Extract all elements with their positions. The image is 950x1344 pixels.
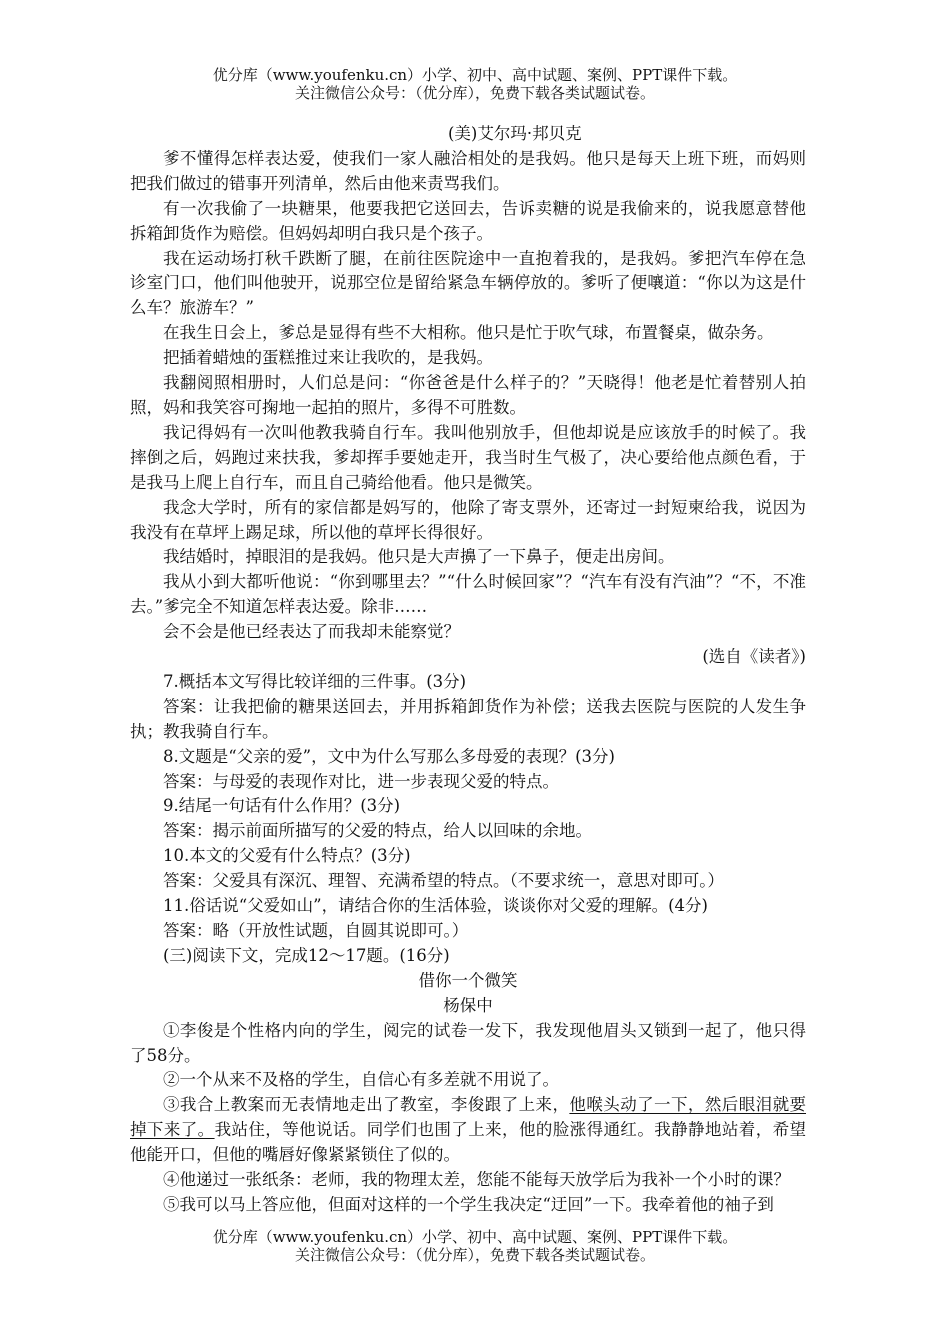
passage1-source: (选自《读者》) bbox=[702, 647, 806, 667]
passage1-paragraph: 我从小到大都听他说：“你到哪里去？”“什么时候回家”？“汽车有没有汽油”？“不，不准去。”爹完全不知道怎样表达爱。除非…… bbox=[130, 572, 806, 617]
passage1-paragraph: 爹不懂得怎样表达爱，使我们一家人融洽相处的是我妈。他只是每天上班下班，而妈则把我们做过的错事开列清单，然后由他来责骂我们。 bbox=[130, 148, 806, 193]
document-body bbox=[130, 122, 806, 1218]
passage2-paragraph-2: ②一个从来不及格的学生，自信心有多差就不用说了。 bbox=[163, 1070, 559, 1090]
passage1-paragraph: 把插着蜡烛的蛋糕推过来让我吹的，是我妈。 bbox=[163, 348, 493, 368]
passage1-paragraph: 我记得妈有一次叫他教我骑自行车。我叫他别放手，但他却说是应该放手的时候了。我摔倒之后，妈跑过来扶我，爹却挥手要她走开，我当时生气极了，决心要给他点颜色看，于是我马上爬上自行车，而且自己骑给他看。他只是微笑。 bbox=[130, 422, 806, 492]
section-3-heading: (三)阅读下文，完成12～17题。(16分) bbox=[163, 945, 450, 965]
passage2-paragraph-5: ⑤我可以马上答应他，但面对这样的一个学生我决定“迂回”一下。我牵着他的袖子到 bbox=[163, 1194, 774, 1214]
answer-9: 答案：揭示前面所描写的父爱的特点，给人以回味的余地。 bbox=[163, 821, 592, 841]
header-line-2: 关注微信公众号：（优分库），免费下载各类试题试卷。 bbox=[294, 84, 655, 102]
page-footer bbox=[0, 1228, 950, 1264]
passage1-paragraph: 我念大学时，所有的家信都是妈写的，他除了寄支票外，还寄过一封短柬给我，说因为我没有在草坪上踢足球，所以他的草坪长得很好。 bbox=[130, 497, 806, 542]
header-line-1: 优分库（www.youfenku.cn）小学、初中、高中试题、案例、PPT课件下载。 bbox=[212, 66, 738, 84]
answer-7: 答案：让我把偷的糖果送回去，并用拆箱卸货作为补偿；送我去医院与医院的人发生争执；教我骑自行车。 bbox=[130, 696, 806, 741]
footer-line-2: 关注微信公众号：（优分库），免费下载各类试题试卷。 bbox=[294, 1246, 655, 1264]
passage2-author: 杨保中 bbox=[443, 995, 493, 1015]
p3-underlined-sentence: 他喉头动了一下，然后眼泪就要掉下来了。 bbox=[130, 1095, 807, 1140]
p3-text-before: ③我合上教案而无表情地走出了教室，李俊跟了上来， bbox=[163, 1095, 570, 1115]
question-7: 7.概括本文写得比较详细的三件事。(3分) bbox=[163, 671, 467, 691]
answer-11: 答案：略（开放性试题，自圆其说即可。） bbox=[163, 921, 469, 940]
passage1-paragraph: 我翻阅照相册时，人们总是问：“你爸爸是什么样子的？”天晓得！他老是忙着替别人拍照，妈和我笑容可掬地一起拍的照片，多得不可胜数。 bbox=[130, 373, 806, 417]
answer-8: 答案：与母爱的表现作对比，进一步表现父爱的特点。 bbox=[163, 771, 559, 791]
page-header bbox=[0, 66, 950, 102]
passage1-author: (美)艾尔玛·邦贝克 bbox=[448, 124, 582, 143]
answer-10: 答案：父爱具有深沉、理智、充满希望的特点。（不要求统一，意思对即可。） bbox=[163, 871, 724, 891]
question-8: 8.文题是“父亲的爱”，文中为什么写那么多母爱的表现？(3分) bbox=[163, 746, 615, 766]
passage2-paragraph-1: ①李俊是个性格内向的学生，阅完的试卷一发下，我发现他眉头又锁到一起了，他只得了58分。 bbox=[130, 1020, 806, 1065]
passage2-paragraph-4: ④他递过一张纸条：老师，我的物理太差，您能不能每天放学后为我补一个小时的课？ bbox=[163, 1170, 790, 1190]
passage2-paragraph-3 bbox=[130, 1093, 806, 1168]
passage1-paragraph: 会不会是他已经表达了而我却未能察觉？ bbox=[163, 622, 460, 642]
passage1-paragraph: 在我生日会上，爹总是显得有些不大相称。他只是忙于吹气球，布置餐桌，做杂务。 bbox=[163, 323, 774, 343]
footer-line-1: 优分库（www.youfenku.cn）小学、初中、高中试题、案例、PPT课件下载。 bbox=[212, 1228, 738, 1246]
question-9: 9.结尾一句话有什么作用？(3分) bbox=[163, 796, 401, 816]
passage1-paragraph: 我在运动场打秋千跌断了腿，在前往医院途中一直抱着我的，是我妈。爹把汽车停在急诊室门口，他们叫他驶开，说那空位是留给紧急车辆停放的。爹听了便嚷道：“你以为这是什么车？旅游车？” bbox=[130, 248, 806, 318]
passage1-paragraph: 有一次我偷了一块糖果，他要我把它送回去，告诉卖糖的说是我偷来的，说我愿意替他拆箱卸货作为赔偿。但妈妈却明白我只是个孩子。 bbox=[130, 198, 806, 243]
question-10: 10.本文的父爱有什么特点？(3分) bbox=[163, 846, 411, 866]
p3-text-after: 我站住，等他说话。同学们也围了上来，他的脸涨得通红。我静静地站着，希望他能开口，但他的嘴唇好像紧紧锁住了似的。 bbox=[130, 1120, 807, 1165]
question-11: 11.俗话说“父爱如山”，请结合你的生活体验，谈谈你对父爱的理解。(4分) bbox=[163, 896, 708, 916]
passage2-title: 借你一个微笑 bbox=[418, 970, 518, 990]
passage1-paragraph: 我结婚时，掉眼泪的是我妈。他只是大声擤了一下鼻子，便走出房间。 bbox=[163, 547, 675, 567]
